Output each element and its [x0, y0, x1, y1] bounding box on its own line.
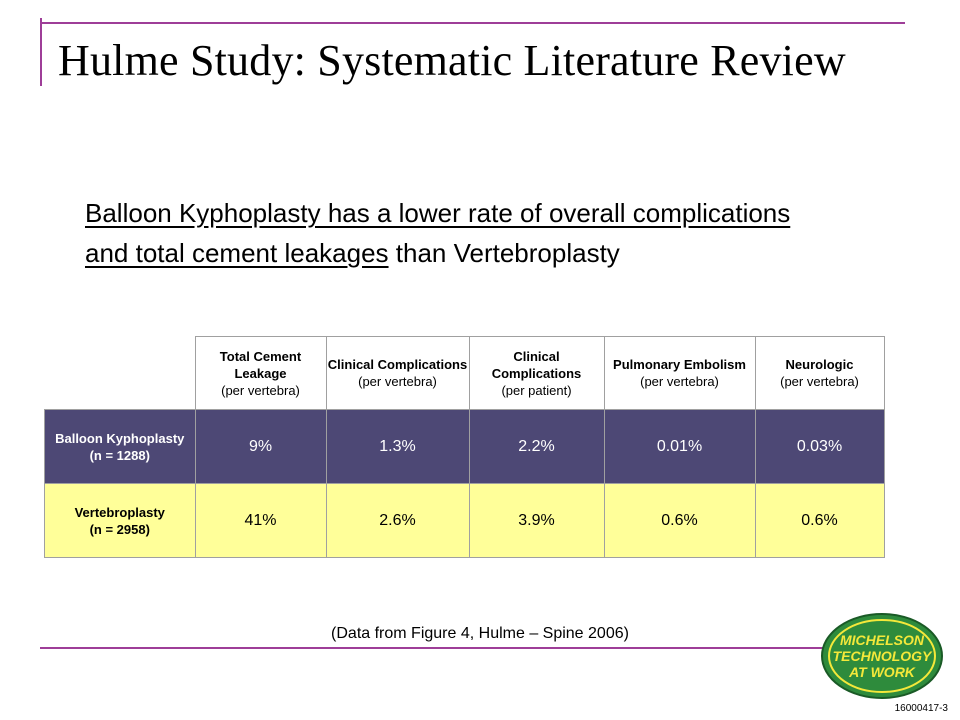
table-corner	[45, 337, 196, 410]
row-label	[45, 410, 196, 484]
table-cell: 0.6%	[755, 484, 884, 558]
table-cell: 2.2%	[469, 410, 604, 484]
column-header-title: Clinical Complications	[491, 348, 582, 381]
column-header-title: Neurologic	[785, 357, 854, 372]
row-label-name: Balloon Kyphoplasty	[55, 430, 185, 446]
table-header-row	[45, 337, 885, 410]
column-header-unit: (per patient)	[501, 382, 572, 398]
table-cell: 0.6%	[604, 484, 755, 558]
column-header	[604, 337, 755, 410]
logo-line3: AT WORK	[849, 664, 915, 680]
table-row-vertebroplasty	[45, 484, 885, 558]
row-label-n: (n = 1288)	[89, 447, 150, 463]
table-cell: 0.03%	[755, 410, 884, 484]
top-rule	[40, 22, 905, 24]
column-header	[755, 337, 884, 410]
comparison-table	[44, 336, 885, 558]
column-header	[195, 337, 326, 410]
column-header-title: Clinical Complications	[327, 357, 468, 372]
key-statement	[85, 193, 825, 273]
table-cell: 3.9%	[469, 484, 604, 558]
column-header-unit: (per vertebra)	[780, 374, 859, 389]
row-label-name: Vertebroplasty	[74, 504, 165, 520]
data-source-caption: (Data from Figure 4, Hulme – Spine 2006)	[331, 625, 629, 642]
slide-code: 16000417-3	[894, 703, 948, 714]
table-row-kyphoplasty	[45, 410, 885, 484]
column-header-unit: (per vertebra)	[640, 374, 719, 389]
slide-title: Hulme Study: Systematic Literature Review	[58, 36, 846, 85]
column-header	[326, 337, 469, 410]
column-header	[469, 337, 604, 410]
table-cell: 1.3%	[326, 410, 469, 484]
column-header-title: Pulmonary Embolism	[613, 357, 746, 372]
table-cell: 2.6%	[326, 484, 469, 558]
bottom-rule	[40, 647, 825, 649]
michelson-logo	[820, 612, 944, 700]
row-label-n: (n = 2958)	[89, 521, 150, 537]
statement-underlined: Balloon Kyphoplasty has a lower rate of overall complications and total cement leakages	[85, 198, 791, 268]
column-header-title: Total Cement Leakage	[219, 348, 302, 381]
logo-line1: MICHELSON	[840, 632, 924, 648]
table-cell: 0.01%	[604, 410, 755, 484]
table-cell: 9%	[195, 410, 326, 484]
logo-line2: TECHNOLOGY	[832, 648, 932, 664]
left-rule	[40, 18, 42, 86]
column-header-unit: (per vertebra)	[221, 382, 300, 398]
table-cell: 41%	[195, 484, 326, 558]
statement-plain: than Vertebroplasty	[388, 238, 620, 268]
column-header-unit: (per vertebra)	[358, 374, 437, 389]
row-label	[45, 484, 196, 558]
